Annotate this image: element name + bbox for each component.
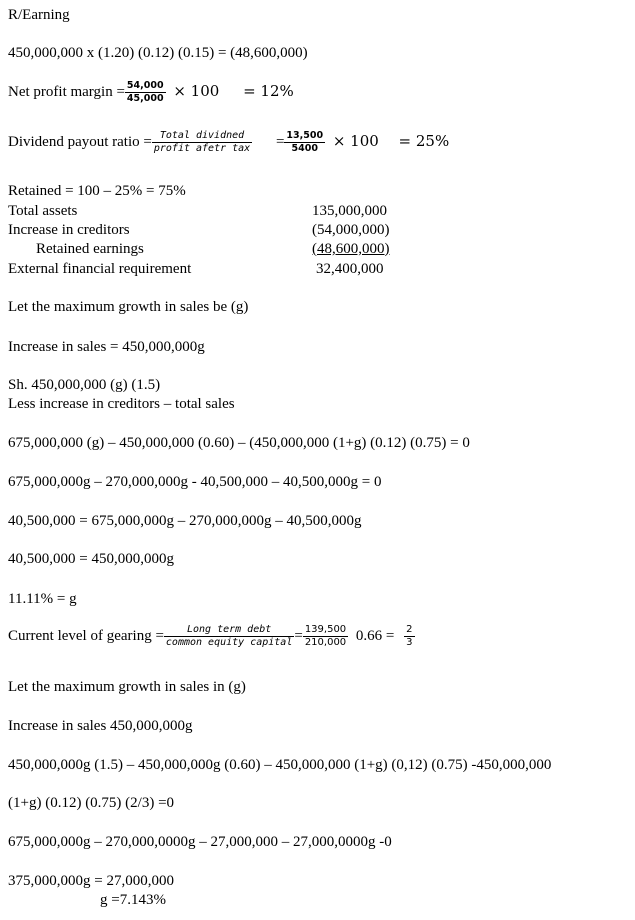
fraction-denominator: 3: [406, 637, 413, 648]
gearing-ratio-fraction: [404, 624, 414, 649]
net-profit-margin-fraction: [125, 80, 166, 105]
retained-line: Retained = 100 – 25% = 75%: [8, 183, 186, 199]
r-earning-heading: R/Earning: [8, 7, 70, 23]
total-assets-label: Total assets: [8, 203, 78, 219]
retained-earnings-value: (48,600,000): [312, 241, 390, 257]
equation-7: (1+g) (0.12) (0.75) (2/3) =0: [8, 795, 175, 811]
fraction-denominator: 210,000: [304, 637, 347, 648]
total-assets-value: 135,000,000: [312, 203, 387, 219]
fraction-numerator: 54,000: [126, 80, 164, 91]
equation-10: g =7.143%: [100, 892, 166, 908]
gearing-fraction: [303, 624, 348, 649]
increase-creditors-value: (54,000,000): [312, 222, 390, 238]
dividend-payout-label: Dividend payout ratio =: [8, 133, 152, 150]
equals-sign: =: [275, 133, 285, 150]
fraction-numerator: Total dividned: [152, 130, 252, 143]
equation-8: 675,000,000g – 270,000,0000g – 27,000,000 – 27,000,0000g -0: [8, 834, 392, 850]
gearing-label: Current level of gearing =: [8, 627, 164, 644]
fraction-denominator: profit afetr tax: [153, 143, 251, 154]
equation-3: 40,500,000 = 675,000,000g – 270,000,000g – 40,500,000g: [8, 513, 362, 529]
max-growth-statement-1: Let the maximum growth in sales be (g): [8, 299, 249, 315]
dividend-payout-row: [8, 130, 449, 155]
gearing-value: 0.66 =: [355, 627, 395, 644]
net-profit-margin-label: Net profit margin =: [8, 83, 125, 100]
retained-earnings-label: Retained earnings: [36, 241, 144, 257]
equation-4: 40,500,000 = 450,000,000g: [8, 551, 174, 567]
external-financial-requirement-label: External financial requirement: [8, 261, 192, 277]
dividend-payout-result: = 25%: [398, 131, 450, 150]
equation-1: 675,000,000 (g) – 450,000,000 (0.60) – (450,000,000 (1+g) (0.12) (0.75) = 0: [8, 435, 470, 451]
equals-sign: =: [294, 627, 303, 644]
net-profit-margin-result: = 12%: [243, 81, 294, 100]
increase-in-sales-2: Increase in sales 450,000,000g: [8, 718, 193, 734]
equation-9: 375,000,000g = 27,000,000: [8, 873, 174, 889]
sh-line: Sh. 450,000,000 (g) (1.5): [8, 377, 161, 393]
equation-6: 450,000,000g (1.5) – 450,000,000g (0.60) – 450,000,000 (1+g) (0,12) (0.75) -450,000,000: [8, 757, 552, 773]
less-line: Less increase in creditors – total sales: [8, 396, 235, 412]
gearing-formula: [164, 624, 294, 649]
equation-2: 675,000,000g – 270,000,000g - 40,500,000 – 40,500,000g = 0: [8, 474, 382, 490]
r-earning-calculation: 450,000,000 x (1.20) (0.12) (0.15) = (48,600,000): [8, 45, 308, 61]
fraction-numerator: 13,500: [286, 130, 324, 141]
increase-creditors-label: Increase in creditors: [8, 222, 130, 238]
fraction-denominator: 5400: [291, 143, 318, 154]
dividend-payout-fraction: [284, 130, 325, 155]
gearing-row: [8, 624, 415, 649]
net-profit-margin-row: [8, 80, 294, 105]
equation-5: 11.11% = g: [8, 591, 77, 607]
fraction-numerator: 2: [406, 624, 413, 635]
fraction-denominator: common equity capital: [165, 637, 293, 648]
external-financial-requirement-value: 32,400,000: [316, 261, 384, 277]
increase-in-sales-1: Increase in sales = 450,000,000g: [8, 339, 205, 355]
dividend-payout-formula: [152, 130, 252, 155]
fraction-numerator: Long term debt: [164, 624, 294, 637]
fraction-numerator: 139,500: [304, 624, 347, 635]
multiply-hundred: × 100: [173, 81, 220, 100]
max-growth-statement-2: Let the maximum growth in sales in (g): [8, 679, 246, 695]
fraction-denominator: 45,000: [126, 93, 164, 104]
multiply-hundred: × 100: [332, 131, 379, 150]
